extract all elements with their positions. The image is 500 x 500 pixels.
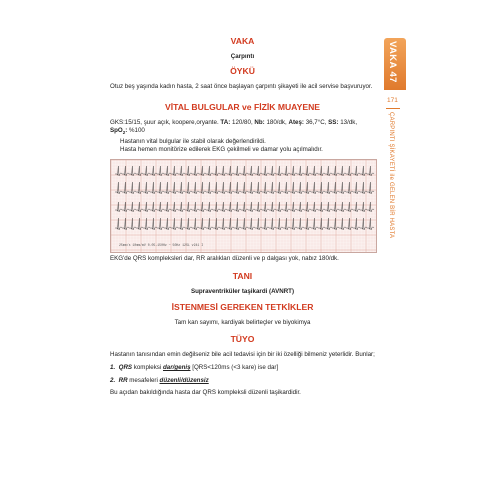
tetkik-heading: İSTENMESİ GEREKEN TETKİKLER — [171, 302, 314, 313]
tuyo-item-2-prefix: RR — [118, 376, 128, 384]
ss-label: SS: — [328, 118, 339, 126]
vital-line-2: Hastanın vital bulgular ile stabil olarak değerlendirildi. — [120, 137, 266, 145]
spo2-sub: 2 — [122, 130, 126, 136]
tetkik-text: Tam kan sayımı, kardiyak belirteçler ve biyokimya — [174, 319, 311, 327]
tuyo-item-2-num: 2. — [110, 376, 116, 384]
ecg-trace-row — [115, 182, 374, 194]
oyku-text: Otuz beş yaşında kadın hasta, 2 saat önce başlayan çarpıntı şikayeti ile acil servise başvuruyor. — [110, 83, 373, 91]
side-divider — [386, 108, 400, 109]
tuyo-item-1-suffix: [QRS<120ms (<3 kare) ise dar] — [190, 364, 279, 372]
tuyo-item-1-num: 1. — [110, 364, 116, 372]
vitals-line — [110, 119, 375, 138]
spo2-colon: : — [125, 127, 128, 135]
nb-value: 180/dk, — [266, 118, 287, 126]
ecg-traces — [115, 166, 374, 230]
tani-heading: TANI — [232, 271, 253, 282]
page-number: 171 — [387, 97, 398, 104]
nb-label: Nb: — [254, 118, 265, 126]
tuyo-item-2-middle: mesafeleri — [127, 376, 160, 384]
gks-text: GKS:15/15, şuur açık, koopere,oryante. — [110, 118, 219, 126]
ecg-trace-row — [115, 202, 374, 212]
tuyo-item-2 — [110, 377, 375, 385]
tuyo-text: Hastanın tanısından emin değilseniz bile acil tedavisi için bir iki özelliği bilmeniz yeterlidir. Bunlar; — [110, 350, 375, 358]
ta-label: TA: — [220, 118, 231, 126]
spo2-value: %100 — [129, 127, 145, 135]
ecg-graphic — [111, 160, 376, 252]
case-tab-label: VAKA 47 — [387, 41, 398, 83]
vaka-heading: VAKA — [230, 36, 255, 46]
ecg-trace-row — [115, 166, 374, 176]
vital-heading: VİTAL BULGULAR ve FİZİK MUAYENE — [164, 101, 321, 112]
oyku-heading: ÖYKÜ — [230, 66, 255, 77]
spo2-label: SpO — [110, 127, 123, 135]
tuyo-item-1 — [110, 364, 375, 372]
section-title: ÇARPINTI ŞİKAYETİ ile GELEN BİR HASTA — [388, 112, 394, 239]
ates-label: Ateş: — [288, 118, 304, 126]
tuyo-item-2-emph: düzenli/düzensiz — [159, 376, 209, 384]
tuyo-item-1-emph: dar/geniş — [163, 364, 191, 372]
main-content — [110, 36, 375, 398]
vital-line-3: Hasta hemen monitörize edilerek EKG çekilmeli ve damar yolu açılmalıdır. — [120, 146, 323, 154]
ss-value: 13/dk, — [340, 118, 358, 126]
tani-text: Supraventriküler taşikardi (AVNRT) — [190, 288, 295, 296]
case-tab — [384, 38, 406, 90]
tuyo-final: Bu açıdan bakıldığında hasta dar QRS kompleksli düzenli taşikardidir. — [110, 389, 301, 397]
ates-value: 36,7°C, — [305, 118, 327, 126]
tuyo-item-1-prefix: QRS — [118, 364, 133, 372]
case-subject: Çarpıntı — [230, 53, 255, 60]
tuyo-item-1-middle: kompleksi — [132, 364, 163, 372]
ta-value: 120/80, — [232, 118, 253, 126]
ecg-caption: 25mm/s 10mm/mV 0.05-150Hz ~ 50Hz 12SL v241 I — [119, 243, 204, 248]
ecg-finding: EKG'de QRS kompleksleri dar, RR aralıkları düzenli ve p dalgası yok, nabız 180/dk. — [110, 254, 339, 262]
tuyo-heading: TÜYO — [230, 333, 255, 344]
ecg-strip — [110, 159, 377, 253]
